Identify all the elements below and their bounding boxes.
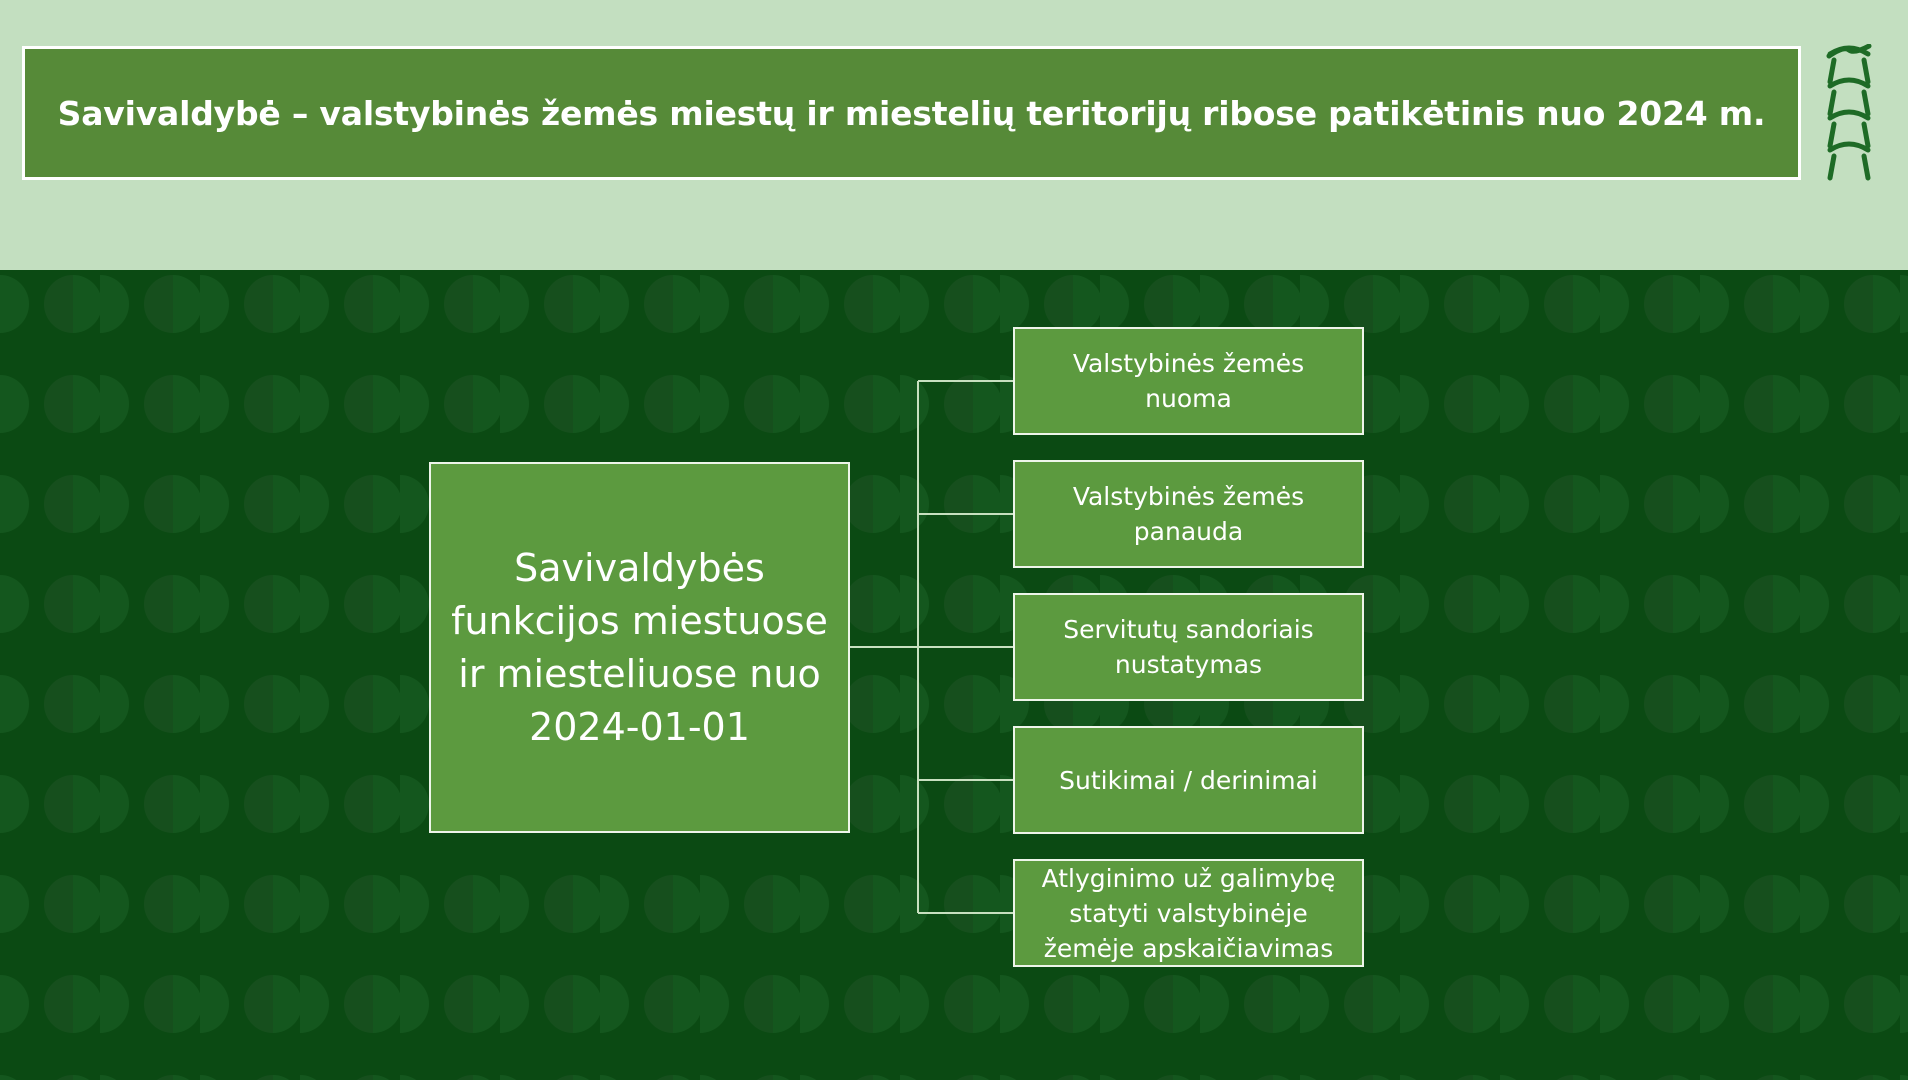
child-node-label: Sutikimai / derinimai (1059, 765, 1318, 795)
child-node-atlyginimas (1013, 859, 1364, 967)
child-node-panauda (1013, 460, 1364, 568)
page-title: Savivaldybė – valstybinės žemės miestų ir miestelių teritorijų ribose patikėtinis nuo 2024 m. (57, 93, 1766, 133)
child-node-label: Servitutų sandoriais nustatymas (1063, 615, 1314, 679)
child-node-servitutai (1013, 593, 1364, 701)
child-node-label: Atlyginimo už galimybę statyti valstybinėje žemėje apskaičiavimas (1041, 863, 1336, 963)
root-node-label: Savivaldybės funkcijos miestuose ir miesteliuose nuo 2024-01-01 (451, 545, 828, 749)
child-node-label: Valstybinės žemės panauda (1072, 482, 1305, 546)
half-circle-pattern (0, 270, 1908, 1080)
root-node (429, 462, 850, 833)
wave-lines-logo-icon (1824, 44, 1874, 182)
child-node-sutikimai (1013, 726, 1364, 834)
title-banner (22, 46, 1801, 180)
child-node-nuoma (1013, 327, 1364, 435)
child-node-label: Valstybinės žemės nuoma (1072, 349, 1305, 413)
